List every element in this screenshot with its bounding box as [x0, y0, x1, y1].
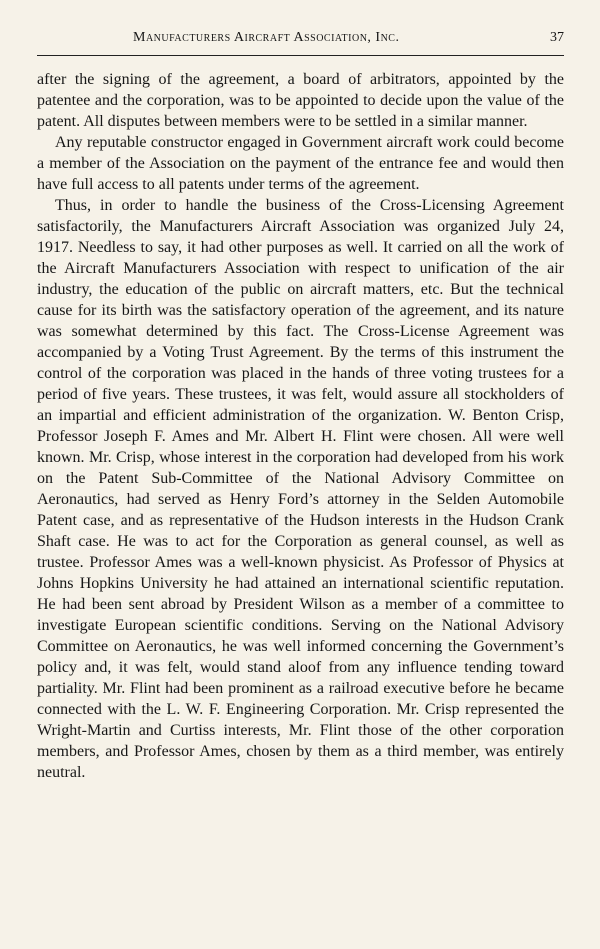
- paragraph-association-history: Thus, in order to handle the business of the Cross-Licensing Agreement satisfactorily, the Manufacturers Aircraft Association was organized July 24, 1917. Needless to say, it had other purposes as well. It carried on all the work of the Aircraft Manufacturers Association with respect to unification of the air industry, the education of the public on aircraft matters, etc. But the technical cause for its birth was the satisfactory operation of the agreement, and its nature was somewhat determined by this fact. The Cross-License Agreement was accompanied by a Voting Trust Agreement. By the terms of this instrument the control of the corporation was placed in the hands of three voting trustees for a period of five years. These trustees, it was felt, would assure all stockholders of an impartial and efficient administration of the organization. W. Benton Crisp, Professor Joseph F. Ames and Mr. Albert H. Flint were chosen. All were well known. Mr. Crisp, whose interest in the corporation had developed from his work on the Patent Sub-Committee of the National Advisory Committee on Aeronautics, had served as Henry Ford’s attorney in the Selden Automobile Patent case, and as representative of the Hudson interests in the Hudson Crank Shaft case. He was to act for the Corporation as general counsel, as well as trustee. Professor Ames was a well-known physicist. As Professor of Physics at Johns Hopkins University he had attained an international scientific reputation. He had been sent abroad by President Wilson as a member of a committee to investigate European scientific conditions. Serving on the National Advisory Committee on Aeronautics, he was well informed concerning the Government’s policy and, it was felt, would stand aloof from any influence tending toward partiality. Mr. Flint had been prominent as a railroad executive before he became connected with the L. W. F. Engineering Corporation. Mr. Crisp represented the Wright-Martin and Curtiss interests, Mr. Flint those of the other corporation members, and Professor Ames, chosen by them as a third member, was entirely neutral.: [37, 197, 564, 781]
- page-number: 37: [550, 30, 564, 45]
- running-title: Manufacturers Aircraft Association, Inc.: [133, 30, 400, 45]
- header-rule: [37, 55, 564, 56]
- paragraph-arbitrators: after the signing of the agreement, a board of arbitrators, appointed by the patentee and the corporation, was to be appointed to decide upon the value of the patent. All disputes between members were to be settled in a similar manner.: [37, 71, 564, 130]
- body-text: [37, 69, 564, 783]
- paragraph-membership: Any reputable constructor engaged in Government aircraft work could become a member of the Association on the payment of the entrance fee and would then have full access to all patents under terms of the agreement.: [37, 134, 564, 193]
- running-header: [37, 30, 564, 54]
